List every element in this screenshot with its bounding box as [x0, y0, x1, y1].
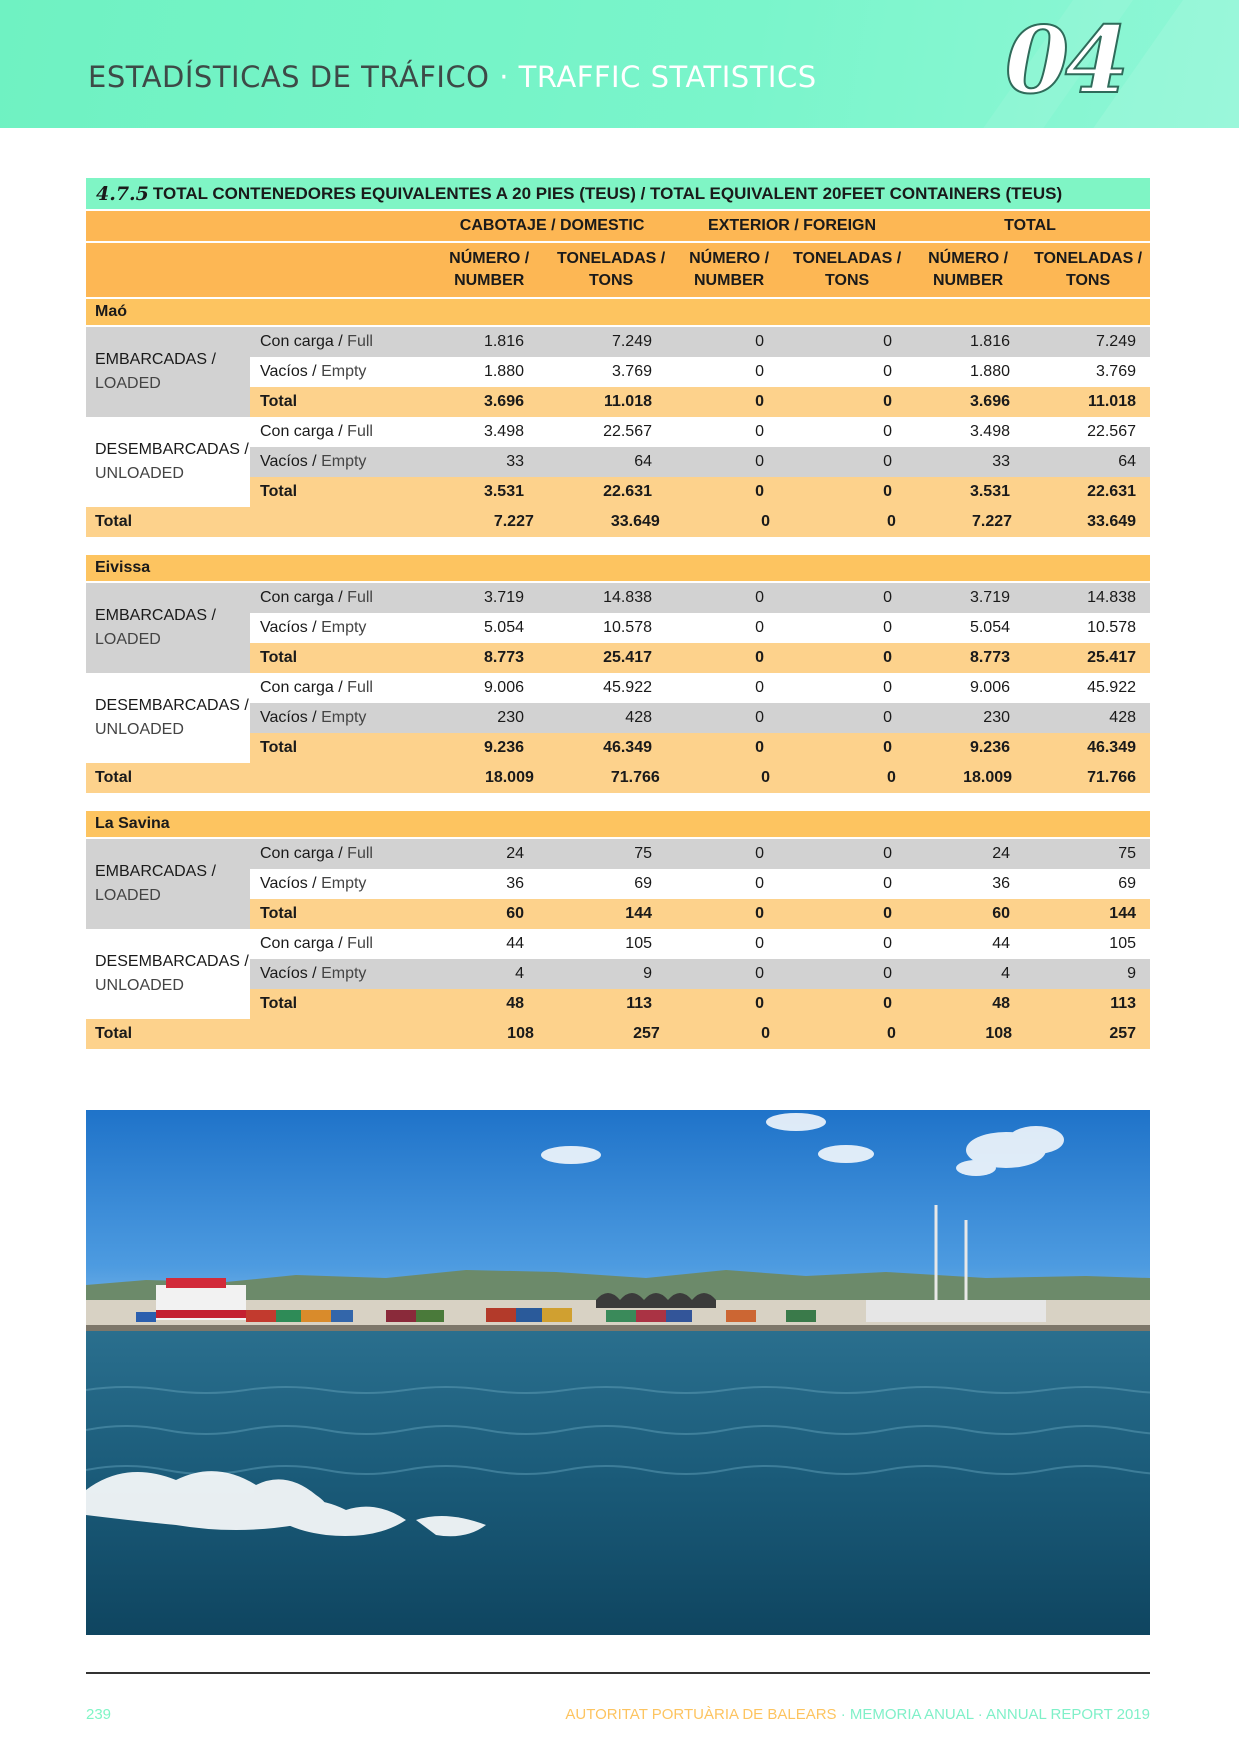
warehouse-arches: [596, 1293, 716, 1308]
group-header-total: TOTAL: [1004, 217, 1056, 234]
table-cell: 45.922: [603, 679, 652, 696]
table-cell: 0: [755, 679, 764, 696]
table-row: [250, 899, 1150, 929]
port-header: Maó: [86, 299, 1150, 327]
unloaded-label: DESEMBARCADAS / UNLOADED: [86, 929, 250, 1019]
table-cell: 0: [883, 935, 892, 952]
table-cell: 0: [755, 875, 764, 892]
table-cell: 0: [883, 483, 892, 500]
table-cell: 0: [883, 423, 892, 440]
table-group-header: [86, 211, 1150, 243]
table-cell: 105: [1109, 935, 1136, 952]
table-cell: 33.649: [610, 513, 660, 530]
row-label: Total: [95, 513, 133, 530]
table-cell: 36: [992, 875, 1010, 892]
table-cell: 24: [992, 845, 1010, 862]
table-cell: 46.349: [1087, 739, 1136, 756]
unloaded-label: DESEMBARCADAS / UNLOADED: [86, 673, 250, 763]
table-row: [250, 673, 1150, 703]
table-cell: 0: [883, 589, 892, 606]
header-spacer: [86, 243, 430, 297]
table-cell: 3.696: [483, 393, 524, 410]
table-body: [86, 299, 1150, 1049]
row-label: Vacíos / Empty: [260, 709, 367, 726]
row-label: Total: [260, 649, 298, 666]
port-total-row: [86, 1019, 1150, 1049]
table-number: 4.7.5: [96, 182, 149, 205]
table-cell: 0: [761, 1025, 771, 1042]
row-label: Con carga / Full: [260, 589, 373, 606]
table-cell: 24: [506, 845, 524, 862]
table-cell: 428: [625, 709, 652, 726]
table-cell: 0: [883, 679, 892, 696]
table-cell: 0: [755, 739, 764, 756]
table-row: [250, 417, 1150, 447]
group-header-domestic: CABOTAJE / DOMESTIC: [459, 217, 645, 234]
loaded-label: EMBARCADAS / LOADED: [86, 327, 250, 417]
unloaded-block: [86, 929, 1150, 1019]
table-cell: 14.838: [1087, 589, 1136, 606]
table-cell: 4: [515, 965, 524, 982]
table-row: [250, 643, 1150, 673]
table-cell: 0: [755, 649, 764, 666]
table-cell: 0: [755, 363, 764, 380]
port-photo-illustration: [86, 1110, 1150, 1635]
table-cell: 9: [643, 965, 652, 982]
page-header: [0, 0, 1239, 128]
header-spacer: [86, 211, 430, 241]
row-label: Con carga / Full: [260, 423, 373, 440]
port-total-row: [86, 507, 1150, 537]
row-label: Total: [260, 483, 298, 500]
table-cell: 3.498: [969, 423, 1010, 440]
column-header-tons: TONELADAS / TONS: [1033, 250, 1143, 289]
table-cell: 105: [625, 935, 652, 952]
page-number: 239: [86, 1706, 112, 1723]
table-cell: 230: [983, 709, 1010, 726]
footer-credits: [565, 1706, 1150, 1723]
table-cell: 71.766: [1087, 769, 1137, 786]
table-cell: 113: [1110, 995, 1136, 1012]
loaded-block: [86, 327, 1150, 417]
row-label: Total: [260, 905, 298, 922]
table-cell: 0: [883, 363, 892, 380]
table-cell: 0: [755, 393, 764, 410]
table-row: [250, 989, 1150, 1019]
table-cell: 144: [1109, 905, 1136, 922]
table-cell: 9.236: [483, 739, 524, 756]
port-header: La Savina: [86, 811, 1150, 839]
table-row: [250, 387, 1150, 417]
table-cell: 60: [506, 905, 524, 922]
unloaded-block: [86, 673, 1150, 763]
table-cell: 3.719: [969, 589, 1010, 606]
table-cell: 0: [887, 513, 896, 530]
table-cell: 69: [634, 875, 652, 892]
unloaded-block: [86, 417, 1150, 507]
table-cell: 230: [497, 709, 524, 726]
table-cell: 5.054: [483, 619, 524, 636]
table-cell: 0: [887, 1025, 896, 1042]
table-cell: 3.769: [611, 363, 652, 380]
table-cell: 108: [985, 1025, 1013, 1042]
table-cell: 0: [755, 619, 764, 636]
table-cell: 48: [992, 995, 1010, 1012]
table-cell: 113: [626, 995, 652, 1012]
table-cell: 45.922: [1087, 679, 1136, 696]
table-cell: 0: [883, 875, 892, 892]
column-header-tons: TONELADAS / TONS: [793, 250, 902, 289]
column-header-number: NÚMERO / NUMBER: [928, 250, 1009, 289]
table-cell: 0: [755, 905, 764, 922]
row-label: Vacíos / Empty: [260, 619, 367, 636]
loaded-block: [86, 839, 1150, 929]
table-cell: 5.054: [969, 619, 1010, 636]
table-cell: 33.649: [1087, 513, 1137, 530]
column-header-number: NÚMERO / NUMBER: [449, 250, 530, 289]
table-cell: 9.006: [483, 679, 524, 696]
table-row: [250, 869, 1150, 899]
table-cell: 22.567: [603, 423, 652, 440]
row-label: Vacíos / Empty: [260, 965, 367, 982]
port-header: Eivissa: [86, 555, 1150, 583]
table-cell: 9: [1127, 965, 1136, 982]
table-cell: 18.009: [484, 769, 534, 786]
table-cell: 108: [507, 1025, 534, 1042]
table-cell: 11.018: [603, 393, 652, 410]
table-cell: 9.006: [969, 679, 1010, 696]
table-cell: 7.227: [972, 513, 1013, 530]
table-cell: 7.227: [493, 513, 534, 530]
table-cell: 0: [883, 649, 892, 666]
row-label: Total: [260, 393, 298, 410]
table-cell: 3.719: [483, 589, 524, 606]
table-cell: 25.417: [1087, 649, 1136, 666]
table-cell: 18.009: [963, 769, 1013, 786]
table-cell: 0: [883, 333, 892, 350]
table-cell: 0: [755, 453, 764, 470]
group-header-foreign: EXTERIOR / FOREIGN: [708, 217, 877, 234]
table-cell: 0: [887, 769, 896, 786]
table-cell: 3.498: [483, 423, 524, 440]
table-cell: 1.880: [969, 363, 1010, 380]
unloaded-label: DESEMBARCADAS / UNLOADED: [86, 417, 250, 507]
table-cell: 257: [633, 1025, 660, 1042]
row-label: Con carga / Full: [260, 679, 373, 696]
table-cell: 22.631: [1087, 483, 1136, 500]
table-cell: 3.531: [483, 483, 524, 500]
table-title: [86, 178, 1150, 211]
table-cell: 4: [1001, 965, 1010, 982]
table-cell: 0: [883, 995, 892, 1012]
column-header-number: NÚMERO / NUMBER: [689, 250, 770, 289]
table-cell: 0: [883, 739, 892, 756]
table-cell: 8.773: [969, 649, 1010, 666]
table-cell: 257: [1109, 1025, 1137, 1042]
table-cell: 22.567: [1087, 423, 1136, 440]
table-column-header: [86, 243, 1150, 299]
table-cell: 0: [883, 709, 892, 726]
table-cell: 1.816: [483, 333, 524, 350]
loaded-label: EMBARCADAS / LOADED: [86, 583, 250, 673]
table-cell: 7.249: [611, 333, 652, 350]
row-label: Vacíos / Empty: [260, 453, 367, 470]
table-cell: 0: [883, 845, 892, 862]
table-cell: 75: [634, 845, 652, 862]
table-cell: 8.773: [483, 649, 524, 666]
table-cell: 44: [506, 935, 524, 952]
table-cell: 44: [992, 935, 1010, 952]
table-cell: 48: [506, 995, 524, 1012]
table-cell: 71.766: [610, 769, 660, 786]
table-row: [250, 839, 1150, 869]
table-cell: 428: [1109, 709, 1136, 726]
table-cell: 14.838: [603, 589, 652, 606]
row-label: Total: [260, 739, 298, 756]
row-label: Con carga / Full: [260, 333, 373, 350]
row-label: Con carga / Full: [260, 845, 373, 862]
column-header-tons: TONELADAS / TONS: [557, 250, 666, 289]
table-row: [250, 357, 1150, 387]
table-cell: 1.880: [483, 363, 524, 380]
section-title: [88, 60, 817, 94]
table-row: [250, 583, 1150, 613]
table-cell: 144: [625, 905, 652, 922]
table-cell: 0: [883, 965, 892, 982]
table-cell: 1.816: [969, 333, 1010, 350]
table-cell: 22.631: [603, 483, 652, 500]
table-cell: 69: [1118, 875, 1136, 892]
table-cell: 11.018: [1087, 393, 1136, 410]
table-cell: 36: [506, 875, 524, 892]
table-cell: 0: [755, 995, 764, 1012]
table-cell: 3.531: [969, 483, 1010, 500]
section-title-es: ESTADÍSTICAS DE TRÁFICO: [88, 60, 490, 94]
table-cell: 0: [755, 709, 764, 726]
loaded-block: [86, 583, 1150, 673]
table-row: [250, 703, 1150, 733]
table-cell: 0: [883, 905, 892, 922]
row-label: Con carga / Full: [260, 935, 373, 952]
footer-divider: [86, 1672, 1150, 1674]
table-cell: 0: [761, 769, 771, 786]
row-label: Total: [260, 995, 298, 1012]
table-cell: 0: [755, 935, 764, 952]
section-title-en: TRAFFIC STATISTICS: [518, 60, 817, 94]
table-cell: 33: [506, 453, 524, 470]
table-cell: 0: [755, 483, 764, 500]
table-cell: 9.236: [969, 739, 1010, 756]
section-title-separator: ·: [489, 60, 519, 94]
footer-report: MEMORIA ANUAL · ANNUAL REPORT 2019: [849, 1706, 1150, 1723]
table-cell: 33: [992, 453, 1010, 470]
table-cell: 10.578: [1087, 619, 1136, 636]
teus-table: [86, 178, 1150, 1049]
table-cell: 0: [755, 845, 764, 862]
table-cell: 0: [755, 589, 764, 606]
table-cell: 0: [761, 513, 771, 530]
footer-separator: ·: [836, 1706, 850, 1723]
chapter-number: 04: [1005, 6, 1126, 114]
table-cell: 0: [883, 393, 892, 410]
table-row: [250, 929, 1150, 959]
table-row: [250, 327, 1150, 357]
table-cell: 3.696: [969, 393, 1010, 410]
table-cell: 10.578: [603, 619, 652, 636]
table-cell: 64: [1118, 453, 1136, 470]
row-label: Vacíos / Empty: [260, 875, 367, 892]
table-cell: 0: [755, 965, 764, 982]
table-row: [250, 613, 1150, 643]
table-row: [250, 477, 1150, 507]
row-label: Vacíos / Empty: [260, 363, 367, 380]
table-cell: 46.349: [603, 739, 652, 756]
loaded-label: EMBARCADAS / LOADED: [86, 839, 250, 929]
table-row: [250, 959, 1150, 989]
table-cell: 0: [755, 333, 764, 350]
table-row: [250, 447, 1150, 477]
row-label: Total: [95, 769, 133, 786]
table-cell: 0: [883, 619, 892, 636]
table-cell: 7.249: [1095, 333, 1136, 350]
table-row: [250, 733, 1150, 763]
port-photo: [86, 1110, 1150, 1635]
row-label: Total: [95, 1025, 133, 1042]
table-cell: 25.417: [603, 649, 652, 666]
table-cell: 60: [992, 905, 1010, 922]
table-cell: 0: [883, 453, 892, 470]
table-cell: 64: [634, 453, 652, 470]
footer-organization: AUTORITAT PORTUÀRIA DE BALEARS: [565, 1706, 837, 1723]
table-title-text: TOTAL CONTENEDORES EQUIVALENTES A 20 PIES (TEUS) / TOTAL EQUIVALENT 20FEET CONTAINERS (TEUS): [152, 183, 1063, 203]
table-cell: 3.769: [1095, 363, 1136, 380]
table-cell: 0: [755, 423, 764, 440]
port-total-row: [86, 763, 1150, 793]
table-cell: 75: [1118, 845, 1136, 862]
